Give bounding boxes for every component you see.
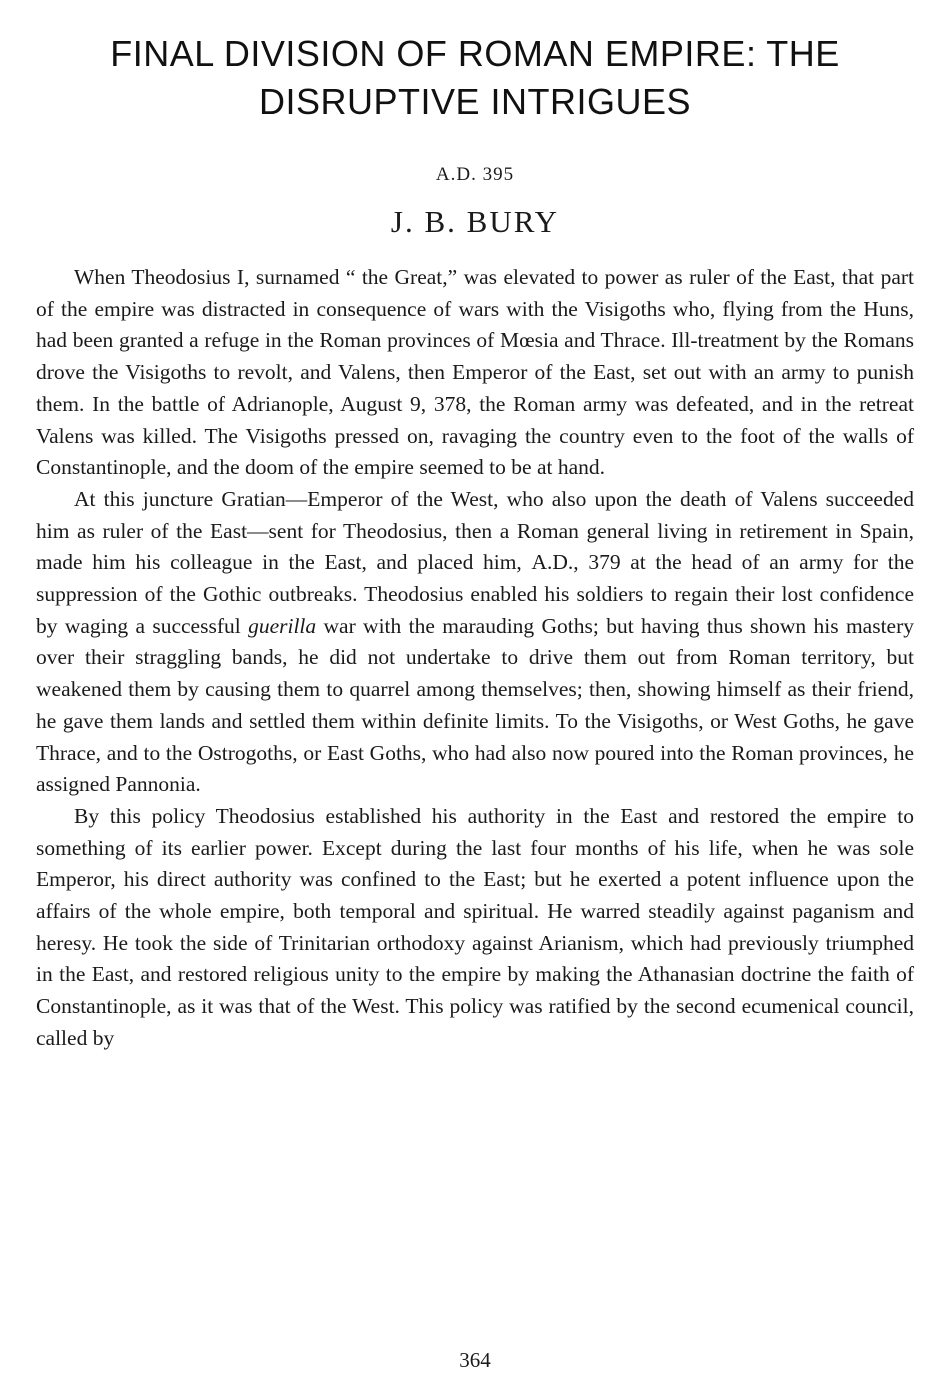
paragraph-2-part-c: war with the marauding Goths; but having thus shown his mastery over their straggling bands, he did not undertake to drive them out from Roman territory, but weakened them by causing them to quarrel among themselves; then, showing himself as their friend, he gave them lands and settled them within definite limits. To the Visigoths, or West Goths, he gave Thrace, and to the Ostrogoths, or East Goths, who had also now poured into the Roman provinces, he assigned Pannonia. [36,613,915,797]
page-number: 364 [459,1348,491,1372]
paragraph-2-part-b: , 379 at the head of an army for the suppression of the Gothic outbreaks. Theodosius enabled his soldiers to regain their lost confidence by waging a successful [36,550,914,638]
chapter-author: J. B. BURY [390,204,560,239]
paragraph-3: By this policy Theodosius established his authority in the East and restored the empire to something of its earlier power. Except during the last four months of his life, when he was sole Emperor, his direct authority was confined to the East; but he exerted a potent influence upon the affairs of the whole empire, both temporal and spiritual. He warred steadily against paganism and heresy. He took the side of Trinitarian orthodoxy against Arianism, which had previously triumphed in the East, and restored religious unity to the empire by making the Athanasian doctrine the faith of Constantinople, as it was that of the West. This policy was ratified by the second ecumenical council, called by [36,803,914,1050]
chapter-title-line-1: FINAL DIVISION OF ROMAN EMPIRE: THE [110,33,840,74]
chapter-title [36,30,914,126]
paragraph-2 [36,484,914,801]
paragraph-2-date-abbrev: A.D. [531,550,574,575]
chapter-title-line-2: DISRUPTIVE INTRIGUES [258,81,692,122]
chapter-date: A.D. 395 [435,164,515,185]
paragraph-2-italic-term: guerilla [248,613,317,638]
body-text [36,262,914,1055]
paragraph-2-part-a: At this juncture Gratian—Emperor of the West, who also upon the death of Valens succeeded him as ruler of the East—sent for Theodosius, then a Roman general living in retirement in Spain, made him his colleague in the East, and placed him, [36,486,914,575]
paragraph-1: When Theodosius I, surnamed “ the Great,” was elevated to power as ruler of the East, that part of the empire was distracted in consequence of wars with the Visigoths who, flying from the Huns, had been granted a refuge in the Roman provinces of Mœsia and Thrace. Ill-treatment by the Romans drove the Visigoths to revolt, and Valens, then Emperor of the East, set out with an army to punish them. In the battle of Adrianople, August 9, 378, the Roman army was defeated, and in the retreat Valens was killed. The Visigoths pressed on, ravaging the country even to the foot of the walls of Constantinople, and the doom of the empire seemed to be at hand. [36,265,914,480]
